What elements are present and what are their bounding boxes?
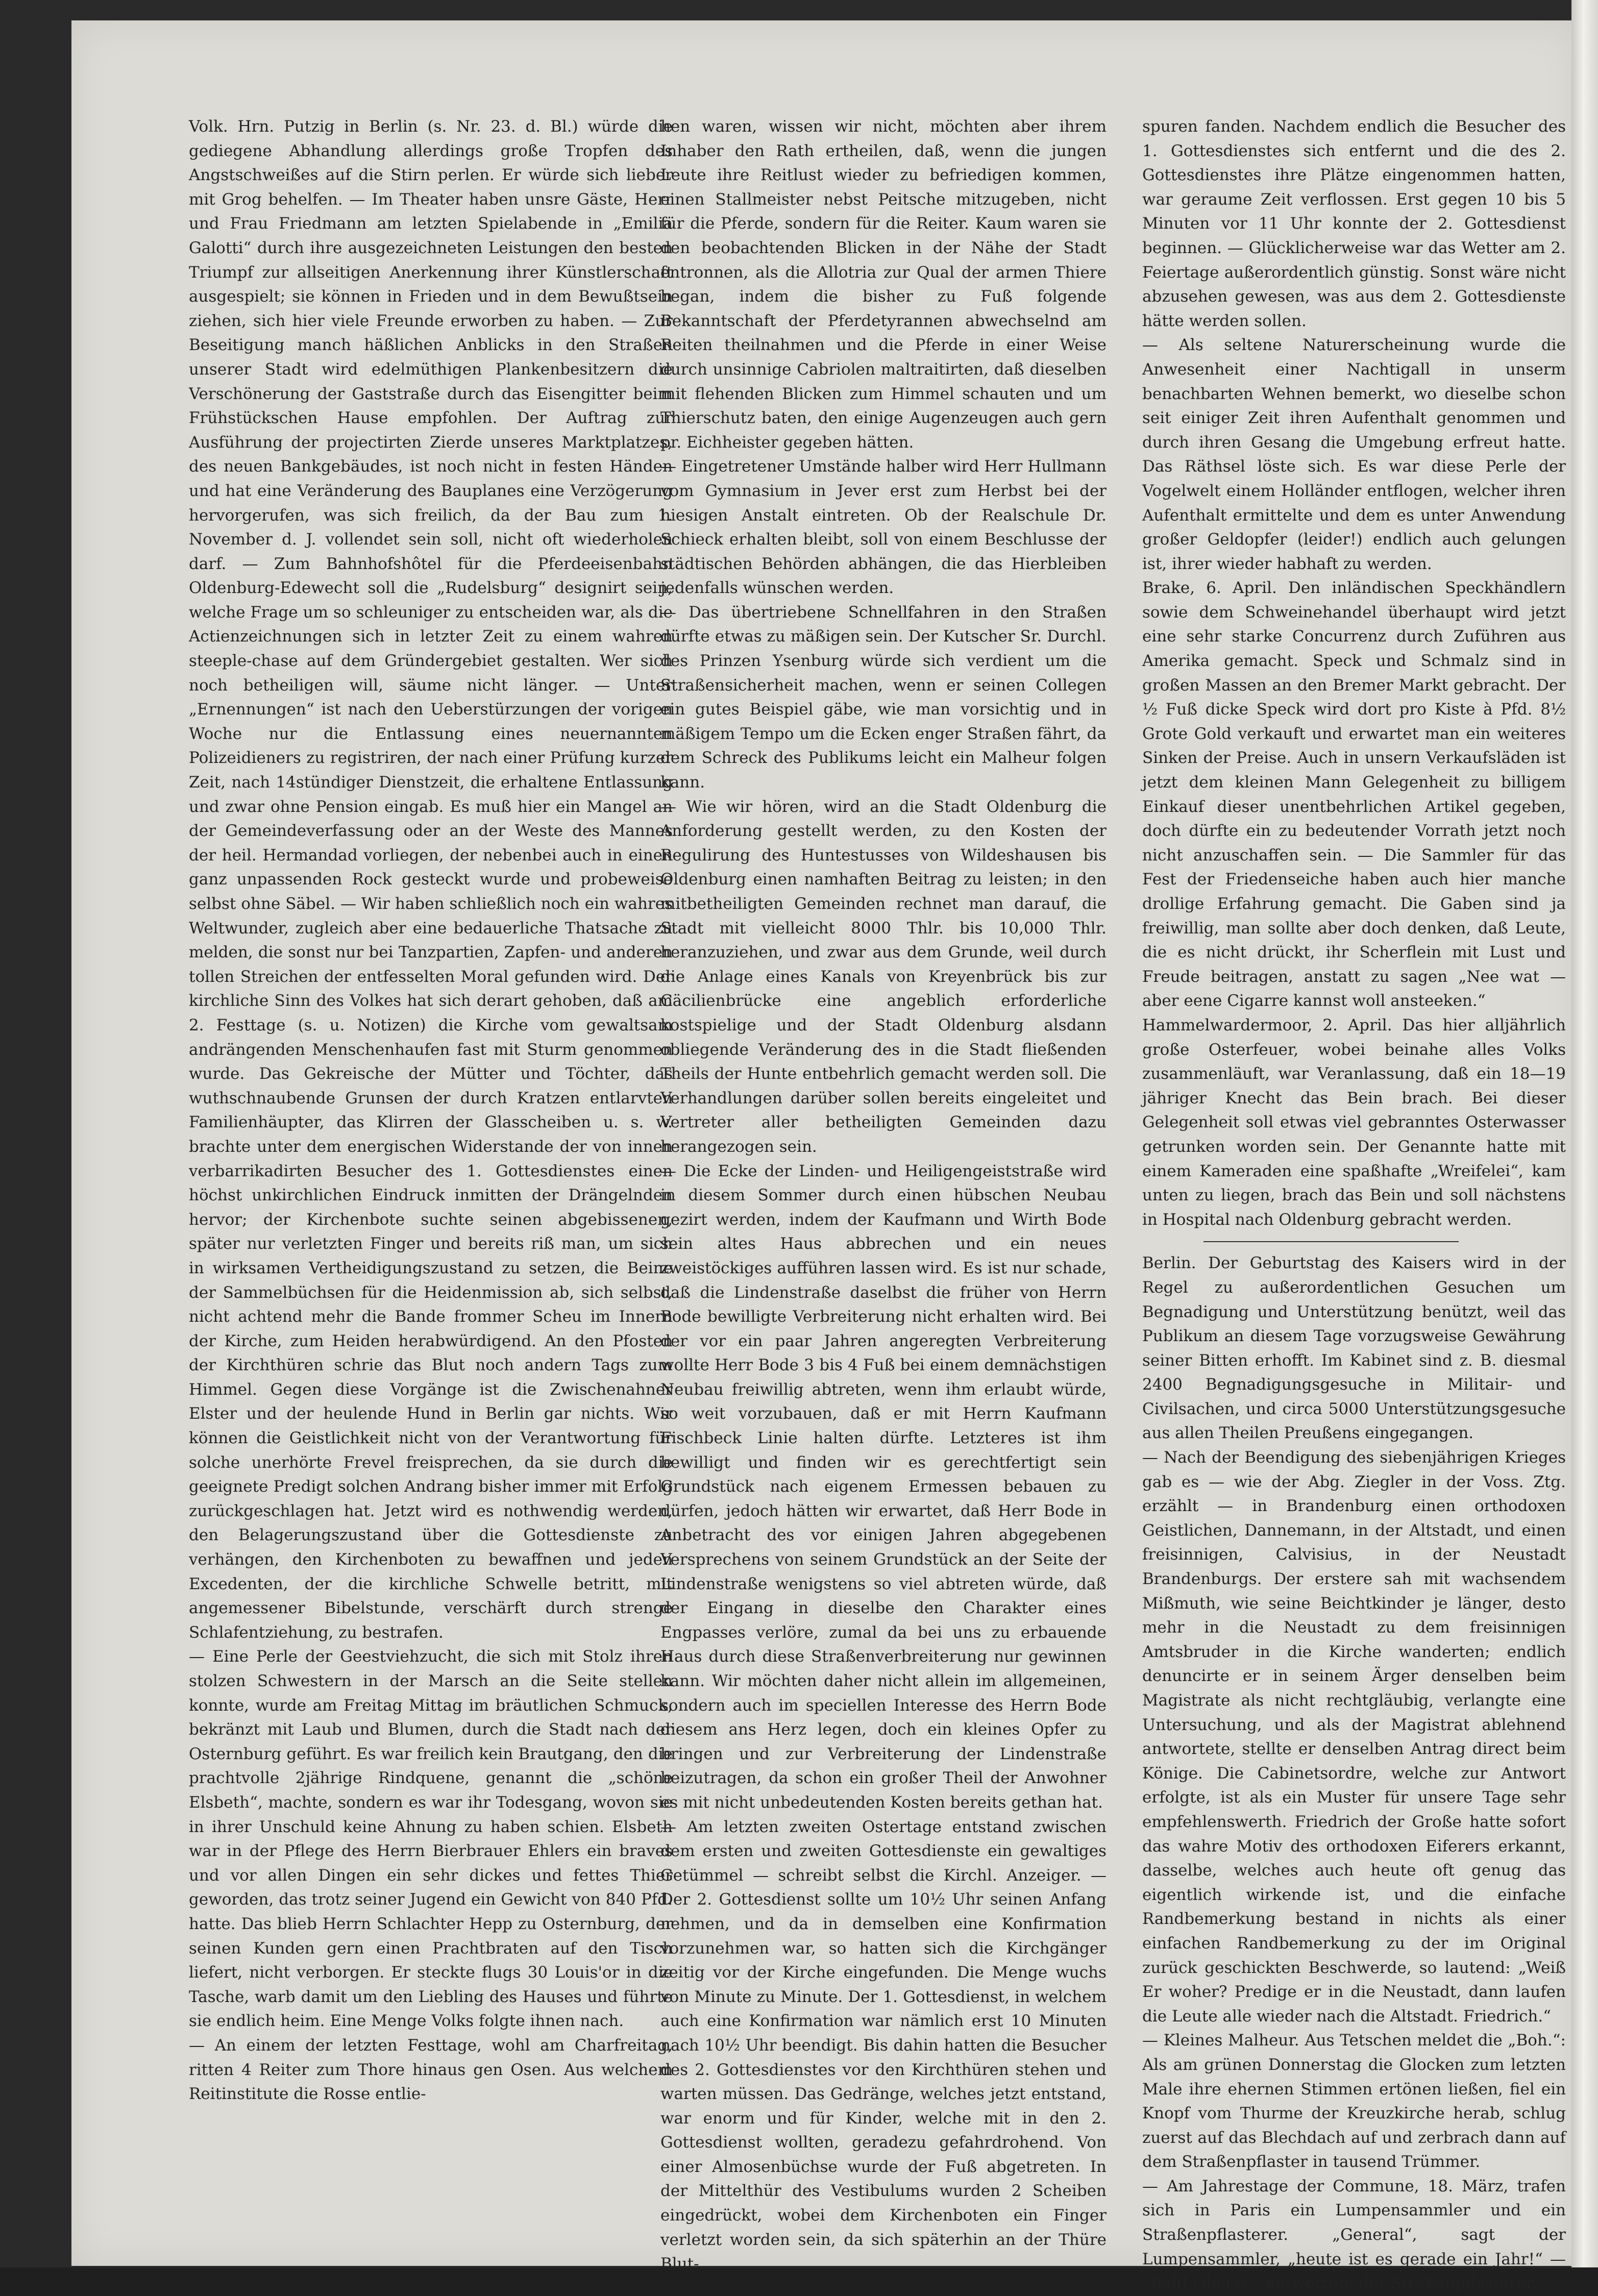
section-divider — [1203, 1241, 1459, 1242]
column-right — [1142, 115, 1566, 2296]
article-paragraph: Hammelwardermoor, 2. April. Das hier alljährlich große Osterfeuer, wobei beinahe alles Volks zusammenläuft, war Veranlassung, daß ein 18—19 jähriger Knecht das Bein brach. Bei dieser Gelegenheit soll etwas viel gebranntes Osterwasser getrunken worden sein. Der Genannte hatte mit einem Kameraden eine spaßhafte „Wreifelei“, kam unten zu liegen, brach das Bein und soll nächstens in Hospital nach Oldenburg gebracht werden. — [1142, 1016, 1566, 1229]
article-paragraph: — Als seltene Naturerscheinung wurde die Anwesenheit einer Nachtigall in unserm benachbarten Wehnen bemerkt, wo dieselbe schon seit einiger Zeit ihren Aufenthalt genommen und durch ihren Gesang die Umgebung erfreut hatte. Das Räthsel löste sich. Es war diese Perle der Vogelwelt einem Holländer entflogen, welcher ihren Aufenthalt ermittelte und dem es unter Anwendung großer Geldopfer (leider!) endlich auch gelungen ist, ihrer wieder habhaft zu werden. — [1142, 336, 1566, 573]
column-middle — [660, 115, 1107, 2277]
article-paragraph: — Eingetretener Umstände halber wird Herr Hullmann vom Gymnasium in Jever erst zum Herbst bei der hiesigen Anstalt eintreten. Ob der Realschule Dr. Schieck erhalten bleibt, soll von einem Beschlusse der städtischen Behörden abhängen, die das Hierbleiben jedenfalls wünschen werden. — [660, 457, 1107, 598]
article-paragraph: — Nach der Beendigung des siebenjährigen Krieges gab es — wie der Abg. Ziegler in der Voss. Ztg. erzählt — in Brandenburg einen orthodoxen Geistlichen, Dannemann, in der Altstadt, und einen freisinnigen, Calvisius, in der Neustadt Brandenburgs. Der erstere sah mit wachsendem Mißmuth, wie seine Beichtkinder je länger, desto mehr in die Neustadt zu dem freisinnigen Amtsbruder in die Kirche wanderten; endlich denuncirte er in seinem Ärger denselben beim Magistrate als nicht rechtgläubig, verlangte eine Untersuchung, und als der Magistrat ablehnend antwortete, stellte er denselben Antrag direct beim Könige. Die Cabinetsordre, welche zur Antwort erfolgte, ist als ein Muster für unsere Tage sehr empfehlenswerth. Friedrich der Große hatte sofort das wahre Motiv des orthodoxen Eiferers erkannt, dasselbe, welches auch heute oft genug das eigentlich wirkende ist, und die einfache Randbemerkung bestand in nichts als einer einfachen Randbemerkung zu der im Original zurück geschickten Beschwerde, so lautend: „Weiß Er woher? Predige er in die Neustadt, dann laufen die Leute alle wieder nach die Altstadt. Friedrich.“ — [1142, 1448, 1566, 2026]
article-paragraph: — Am Jahrestage der Commune, 18. März, trafen sich in Paris ein Lumpensammler und ein Straßenpflasterer. „General“, sagt der Lumpensammler, „heute ist es gerade ein Jahr!“ — „Bah! Oberst,“ antwortete der Straßenpflasterer. — [1142, 2177, 1566, 2293]
article-paragraph: — An einem der letzten Festtage, wohl am Charfreitag, ritten 4 Reiter zum Thore hinaus gen Osen. Aus welchem Reitinstitute die Rosse entlie- — [189, 2036, 673, 2104]
article-paragraph: Brake, 6. April. Den inländischen Speckhändlern sowie dem Schweinehandel überhaupt wird jetzt eine sehr starke Concurrenz durch Zuführen aus Amerika gemacht. Speck und Schmalz sind in großen Massen an den Bremer Markt gebracht. Der ½ Fuß dicke Speck wird dort pro Kiste à Pfd. 8½ Grote Gold verkauft und erwartet man ein weiteres Sinken der Preise. Auch in unsern Verkaufsläden ist jetzt dem kleinen Mann Gelegenheit zu billigem Einkauf dieser unentbehrlichen Artikel gegeben, doch dürfte ein zu bedeutender Vorrath jetzt noch nicht anzuschaffen sein. — Die Sammler für das Fest der Friedenseiche haben auch hier manche drollige Erfahrung gemacht. Die Gaben sind ja freiwillig, man sollte aber doch denken, daß Leute, die es nicht drückt, ihr Scherflein mit Lust und Freude beitragen, anstatt zu sagen „Nee wat — aber eene Cigarre kannst woll ansteeken.“ — [1142, 579, 1566, 1010]
article-paragraph: — Die Ecke der Linden- und Heiligengeiststraße wird in diesem Sommer durch einen hübschen Neubau gezirt werden, indem der Kaufmann und Wirth Bode sein altes Haus abbrechen und ein neues zweistöckiges aufführen lassen wird. Es ist nur schade, daß die Lindenstraße daselbst die früher von Herrn Bode bewilligte Verbreiterung nicht erhalten wird. Bei der vor ein paar Jahren angeregten Verbreiterung wollte Herr Bode 3 bis 4 Fuß bei einem demnächstigen Neubau freiwillig abtreten, wenn ihm erlaubt würde, so weit vorzubauen, daß er mit Herrn Kaufmann Fischbeck Linie halten dürfte. Letzteres ist ihm bewilligt und finden wir es gerechtfertigt sein Grundstück nach eigenem Ermessen bebauen zu dürfen, jedoch hätten wir erwartet, daß Herr Bode in Anbetracht des vor einigen Jahren abgegebenen Versprechens von seinem Grundstück an der Seite der Lindenstraße wenigstens so viel abtreten würde, daß der Eingang in dieselbe den Charakter eines Engpasses verlöre, zumal da bei uns zu erbauende Haus durch diese Straßenverbreiterung nur gewinnen kann. Wir möchten daher nicht allein im allgemeinen, sondern auch im speciellen Interesse des Herrn Bode diesem ans Herz legen, doch ein kleines Opfer zu bringen und zur Verbreiterung der Lindenstraße beizutragen, da schon ein großer Theil der Anwohner es mit nicht unbedeutenden Kosten bereits gethan hat. — [660, 1162, 1107, 1812]
article-paragraph: — Wie wir hören, wird an die Stadt Oldenburg die Anforderung gestellt werden, zu den Kosten der Regulirung des Huntestusses von Wildeshausen bis Oldenburg einen namhaften Beitrag zu leisten; in den mitbetheiligten Gemeinden rechnet man darauf, die Stadt mit vielleicht 8000 Thlr. bis 10,000 Thlr. heranzuziehen, und zwar aus dem Grunde, weil durch die Anlage eines Kanals von Kreyenbrück bis zur Cäcilienbrücke eine angeblich erforderliche kostspielige und der Stadt Oldenburg alsdann obliegende Veränderung des in die Stadt fließenden Theils der Hunte entbehrlich gemacht werden soll. Die Verhandlungen darüber sollen bereits eingeleitet und Vertreter aller betheiligten Gemeinden dazu herangezogen sein. — [660, 797, 1107, 1156]
article-paragraph: — Kleines Malheur. Aus Tetschen meldet die „Boh.“: Als am grünen Donnerstag die Glocken zum letzten Male ihre ehernen Stimmen ertönen ließen, fiel ein Knopf vom Thurme der Kreuzkirche herab, schlug zuerst auf das Blechdach auf und zerbrach dann auf dem Straßenpflaster in tausend Trümmer. — [1142, 2031, 1566, 2171]
article-paragraph: hen waren, wissen wir nicht, möchten aber ihrem Inhaber den Rath ertheilen, daß, wenn die jungen Leute ihre Reitlust wieder zu befriedigen kommen, einen Stallmeister nebst Peitsche mitzugeben, nicht für die Pferde, sondern für die Reiter. Kaum waren sie den beobachtenden Blicken in der Nähe der Stadt entronnen, als die Allotria zur Qual der armen Thiere began, indem die bisher zu Fuß folgende Bekanntschaft der Pferdetyrannen abwechselnd am Reiten theilnahmen und die Pferde in einer Weise durch unsinnige Cabriolen maltraitirten, daß dieselben mit flehenden Blicken zum Himmel schauten und um Thierschutz baten, den einige Augenzeugen auch gern pr. Eichheister gegeben hätten. — [660, 117, 1107, 452]
article-paragraph: spuren fanden. Nachdem endlich die Besucher des 1. Gottesdienstes sich entfernt und die des 2. Gottesdienstes ihre Plätze eingenommen hatten, war geraume Zeit verflossen. Erst gegen 10 bis 5 Minuten vor 11 Uhr konnte der 2. Gottesdienst beginnen. — Glücklicherweise war das Wetter am 2. Feiertage außerordentlich günstig. Sonst wäre nicht abzusehen gewesen, was aus dem 2. Gottesdienste hätte werden sollen. — [1142, 117, 1566, 330]
column-left — [189, 115, 673, 2107]
page-edge — [1571, 0, 1598, 2267]
article-paragraph: Berlin. Der Geburtstag des Kaisers wird in der Regel zu außerordentlichen Gesuchen um Begnadigung und Unterstützung benützt, weil das Publikum an diesem Tage vorzugsweise Gewährung seiner Bitten erhofft. Im Kabinet sind z. B. diesmal 2400 Begnadigungsgesuche in Militair- und Civilsachen, und circa 5000 Unterstützungsgesuche aus allen Theilen Preußens eingegangen. — [1142, 1254, 1566, 1443]
article-paragraph: — Eine Perle der Geestviehzucht, die sich mit Stolz ihren stolzen Schwestern in der Marsch an die Seite stellen konnte, wurde am Freitag Mittag im bräutlichen Schmuck, bekränzt mit Laub und Blumen, durch die Stadt nach der Osternburg geführt. Es war freilich kein Brautgang, den die prachtvolle 2jährige Rindquene, genannt die „schöne Elsbeth“, machte, sondern es war ihr Todesgang, wovon sie in ihrer Unschuld keine Ahnung zu haben schien. Elsbeth war in der Pflege des Herrn Bierbrauer Ehlers ein braves und vor allen Dingen ein sehr dickes und fettes Thier geworden, das trotz seiner Jugend ein Gewicht von 840 Pfd. hatte. Das blieb Herrn Schlachter Hepp zu Osternburg, der seinen Kunden gern einen Prachtbraten auf den Tisch liefert, nicht verborgen. Er steckte flugs 30 Louis'or in die Tasche, warb damit um den Liebling des Hauses und führte sie endlich heim. Eine Menge Volks folgte ihnen nach. — [189, 1647, 673, 2031]
article-paragraph: — Das übertriebene Schnellfahren in den Straßen dürfte etwas zu mäßigen sein. Der Kutscher Sr. Durchl. des Prinzen Ysenburg würde sich verdient um die Straßensicherheit machen, wenn er seinen Collegen ein gutes Beispiel gäbe, wie man vorsichtig und in mäßigem Tempo um die Ecken enger Straßen fährt, da dem Schreck des Publikums leicht ein Malheur folgen kann. — [660, 603, 1107, 792]
article-paragraph: — Am letzten zweiten Ostertage entstand zwischen dem ersten und zweiten Gottesdienste ein gewaltiges Getümmel — schreibt selbst die Kirchl. Anzeiger. — Der 2. Gottesdienst sollte um 10½ Uhr seinen Anfang nehmen, und da in demselben eine Konfirmation vorzunehmen war, so hatten sich die Kirchgänger zeitig vor der Kirche eingefunden. Die Menge wuchs von Minute zu Minute. Der 1. Gottesdienst, in welchem auch eine Konfirmation war nämlich erst 10 Minuten nach 10½ Uhr beendigt. Bis dahin hatten die Besucher des 2. Gottesdienstes vor den Kirchthüren stehen und warten müssen. Das Gedränge, welches jetzt entstand, war enorm und für Kinder, welche mit in den 2. Gottesdienst wollten, geradezu gefahrdrohend. Von einer Almosenbüchse wurde der Fuß abgetreten. In der Mittelthür des Vestibulums wurden 2 Scheiben eingedrückt, wobei dem Kirchenboten ein Finger verletzt worden sein, da sich späterhin an der Thüre Blut- — [660, 1817, 1107, 2274]
article-paragraph: Volk. Hrn. Putzig in Berlin (s. Nr. 23. d. Bl.) würde die gediegene Abhandlung allerdings große Tropfen des Angstschweißes auf die Stirn perlen. Er würde sich lieber mit Grog behelfen. — Im Theater haben unsre Gäste, Herr und Frau Friedmann am letzten Spielabende in „Emilia Galotti“ durch ihre ausgezeichneten Leistungen den besten Triumpf zur allseitigen Anerkennung ihrer Künstlerschaft ausgespielt; sie können in Frieden und in dem Bewußtsein ziehen, sich hier viele Freunde erworben zu haben. — Zur Beseitigung manch häßlichen Anblicks in den Straßen unserer Stadt wird edelmüthigen Plankenbesitzern die Verschönerung der Gaststraße durch das Eisengitter beim Frühstückschen Hause empfohlen. Der Auftrag zur Ausführung der projectirten Zierde unseres Marktplatzes, des neuen Bankgebäudes, ist noch nicht in festen Händen und hat eine Veränderung des Bauplanes eine Verzögerung hervorgerufen, was sich freilich, da der Bau zum 1. November d. J. vollendet sein soll, nicht oft wiederholen darf. — Zum Bahnhofshôtel für die Pferdeeisenbahn Oldenburg-Edewecht soll die „Rudelsburg“ designirt sein, welche Frage um so schleuniger zu entscheiden war, als die Actienzeichnungen sich in letzter Zeit zu einem wahren steeple-chase auf dem Gründergebiet gestalten. Wer sich noch betheiligen will, säume nicht länger. — Unter „Ernennungen“ ist nach den Ueberstürzungen der vorigen Woche nur die Entlassung eines neuernannten Polizeidieners zu registriren, der nach einer Prüfung kurzer Zeit, nach 14stündiger Dienstzeit, die erhaltene Entlassung und zwar ohne Pension eingab. Es muß hier ein Mangel an der Gemeindeverfassung oder an der Weste des Mannes der heil. Hermandad vorliegen, der nebenbei auch in einen ganz unpassenden Rock gesteckt wurde und probeweise selbst ohne Säbel. — Wir haben schließlich noch ein wahres Weltwunder, zugleich aber eine bedauerliche Thatsache zu melden, die sonst nur bei Tanzpartien, Zapfen- und anderen tollen Streichen der entfesselten Moral gefunden wird. Der kirchliche Sinn des Volkes hat sich derart gehoben, daß am 2. Festtage (s. u. Notizen) die Kirche vom gewaltsam andrängenden Menschenhaufen fast mit Sturm genommen wurde. Das Gekreische der Mütter und Töchter, das wuthschnaubende Grunsen der durch Kratzen entlarvten Familienhäupter, das Klirren der Glasscheiben u. s. w. brachte unter dem energischen Widerstande der von innen verbarrikadirten Besucher des 1. Gottesdienstes einen höchst unkirchlichen Eindruck inmitten der Drängelnden hervor; der Kirchenbote suchte seinen abgebissenen, später nur verletzten Finger und bereits riß man, um sich in wirksamen Vertheidigungszustand zu setzen, die Beine der Sammelbüchsen für die Heidenmission ab, sich selbst, nicht achtend mehr die Bande frommer Scheu im Innern der Kirche, zum Heiden herabwürdigend. An den Pfosten der Kirchthüren schrie das Blut noch andern Tags zum Himmel. Gegen diese Vorgänge ist die Zwischenahner Elster und der heulende Hund in Berlin gar nichts. Wir können die Geistlichkeit nicht von der Verantwortung für solche unerhörte Frevel freisprechen, da sie durch die geeignete Predigt solchen Andrang bisher immer mit Erfolg zurückgeschlagen hat. Jetzt wird es nothwendig werden, den Belagerungszustand über die Gottesdienste zu verhängen, den Kirchenboten zu bewaffnen und jeden Excedenten, der die kirchliche Schwelle betritt, mit angemessener Bibelstunde, verschärft durch strenge Schlafentziehung, zu bestrafen. — [189, 117, 673, 1642]
